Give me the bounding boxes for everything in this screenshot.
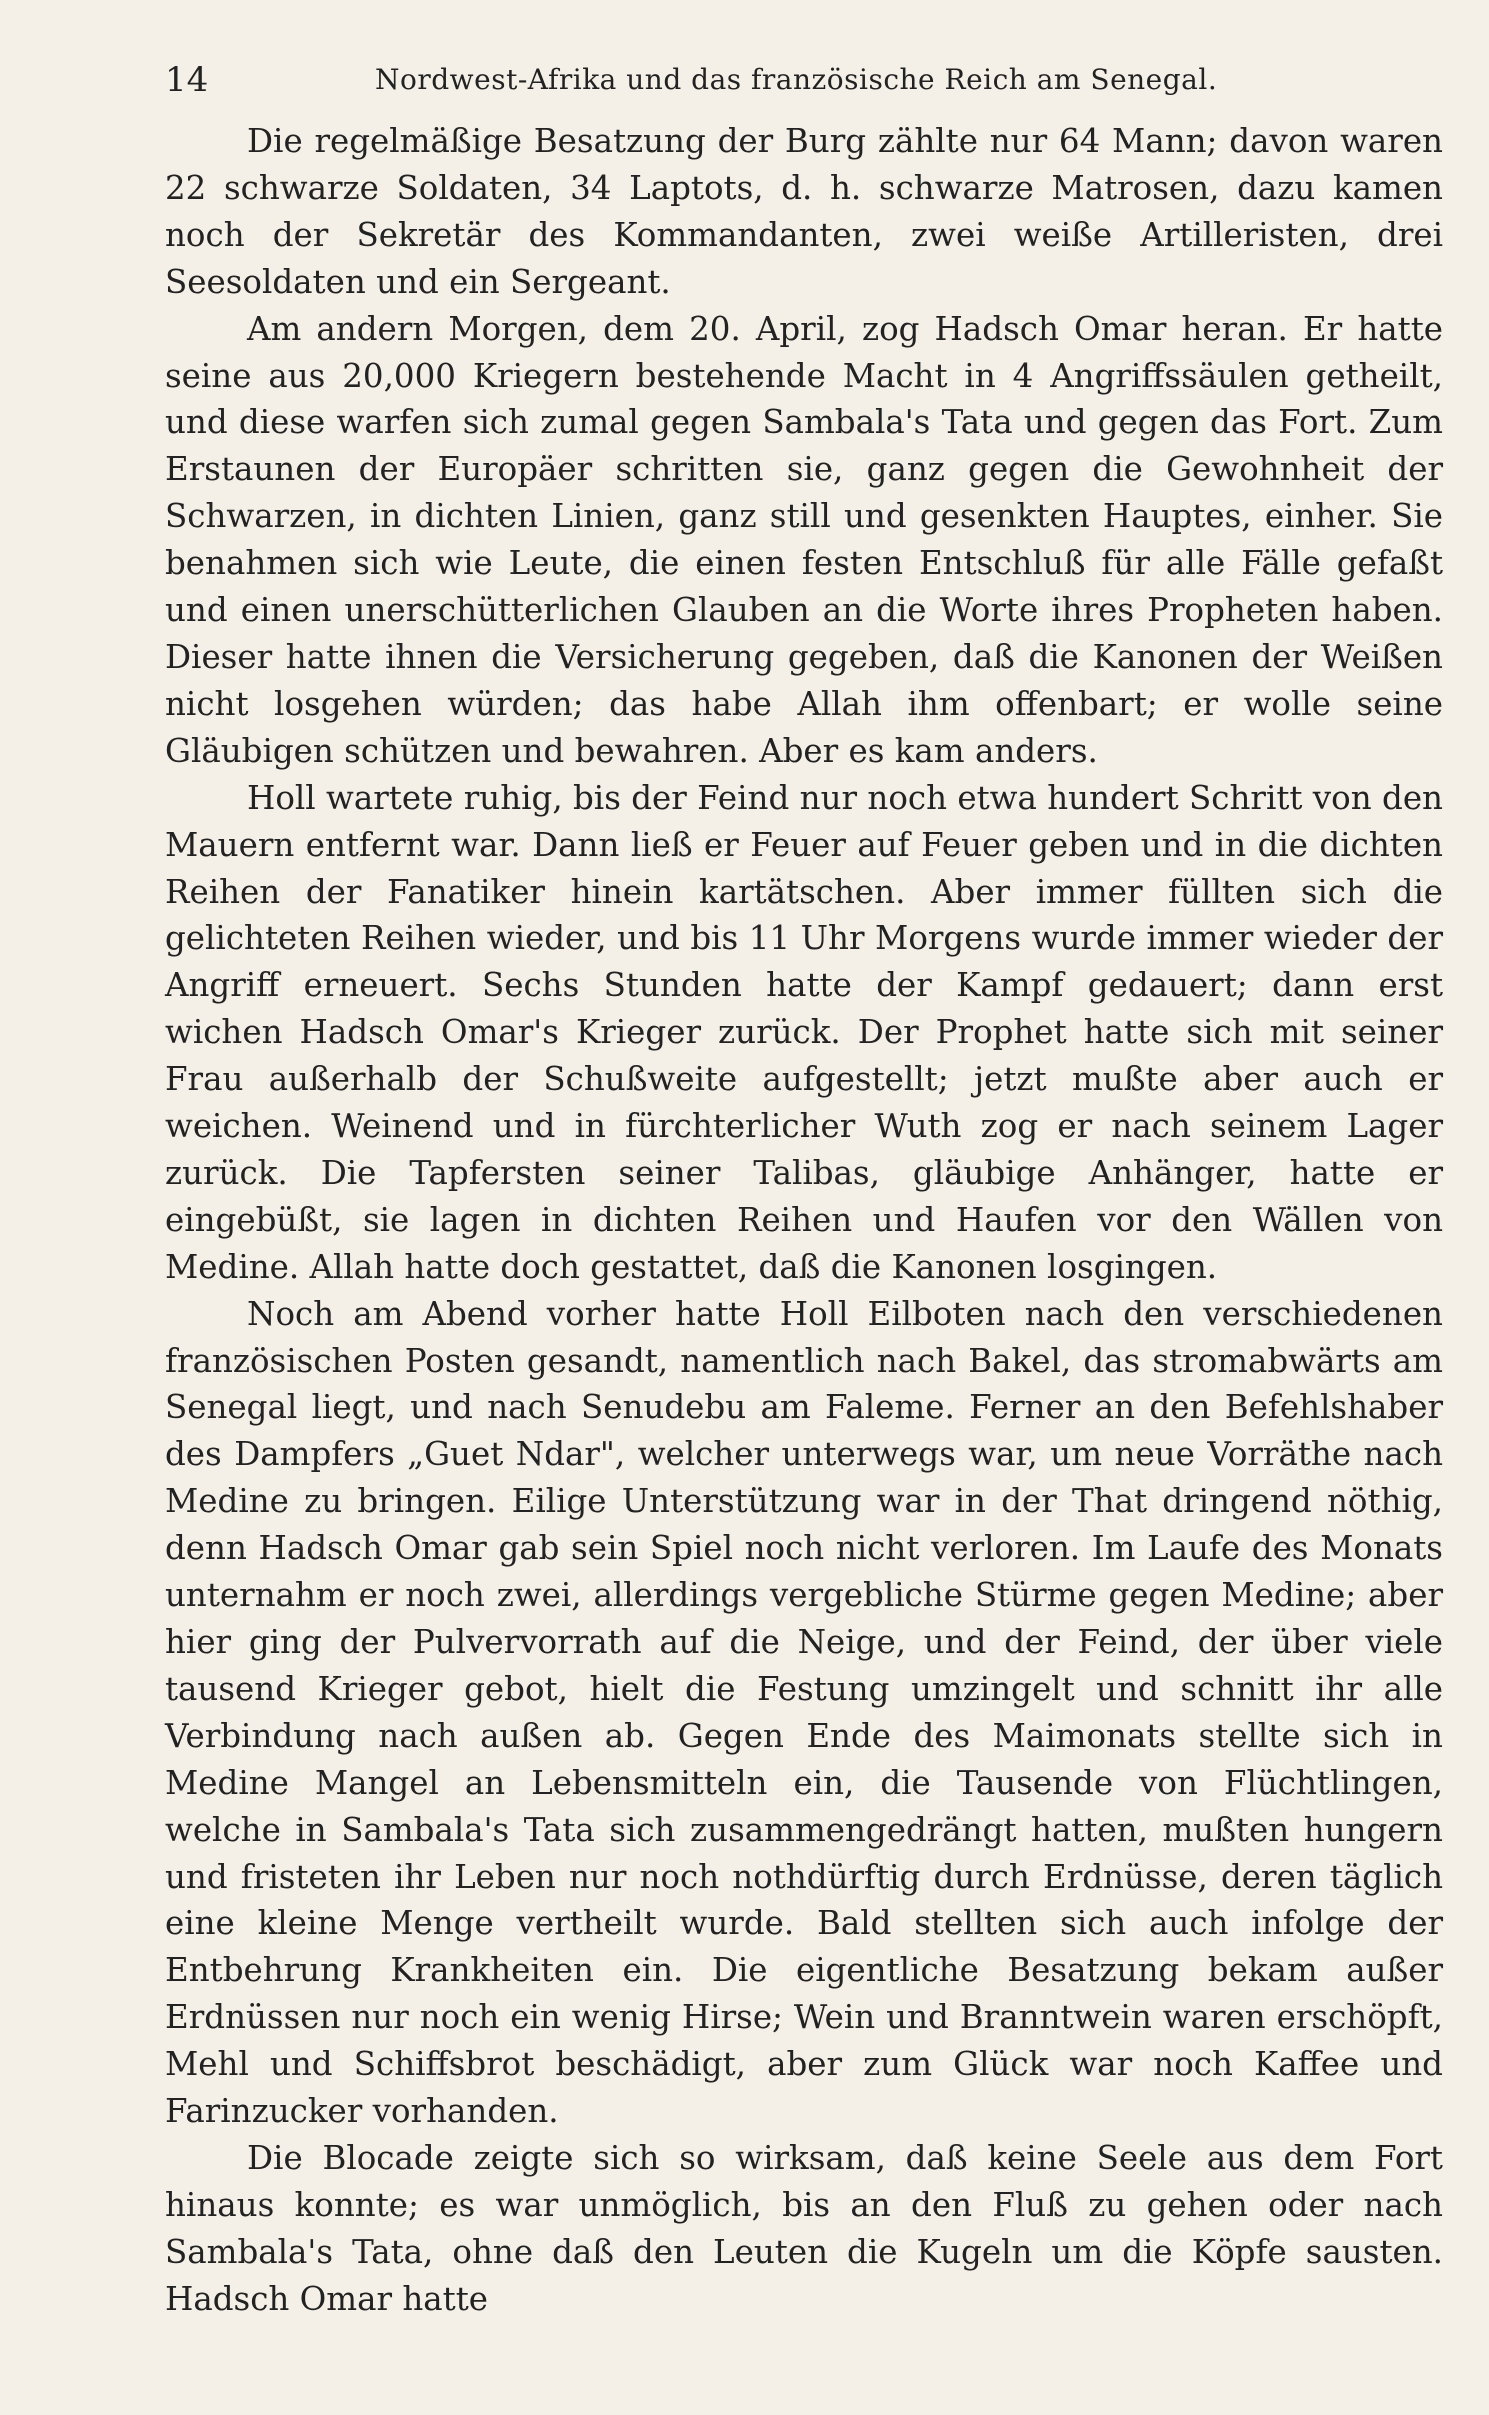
body-text xyxy=(165,118,1443,2323)
paragraph: Noch am Abend vorher hatte Holl Eilboten nach den verschiedenen französischen Posten gesandt, namentlich nach Bakel, das stromabwärts am Senegal liegt, und nach Senudebu am Faleme. Ferner an den Befehlshaber des Dampfers „Guet Ndar", welcher unterwegs war, um neue Vorräthe nach Medine zu bringen. Eilige Unterstützung war in der That dringend nöthig, denn Hadsch Omar gab sein Spiel noch nicht verloren. Im Laufe des Monats unternahm er noch zwei, allerdings vergebliche Stürme gegen Medine; aber hier ging der Pulvervorrath auf die Neige, und der Feind, der über viele tausend Krieger gebot, hielt die Festung umzingelt und schnitt ihr alle Verbindung nach außen ab. Gegen Ende des Maimonats stellte sich in Medine Mangel an Lebensmitteln ein, die Tausende von Flüchtlingen, welche in Sambala's Tata sich zusammengedrängt hatten, mußten hungern und fristeten ihr Leben nur noch nothdürftig durch Erdnüsse, deren täglich eine kleine Menge vertheilt wurde. Bald stellten sich auch infolge der Entbehrung Krankheiten ein. Die eigentliche Besatzung bekam außer Erdnüssen nur noch ein wenig Hirse; Wein und Branntwein waren erschöpft, Mehl und Schiffsbrot beschädigt, aber zum Glück war noch Kaffee und Farinzucker vorhanden. xyxy=(165,1294,1443,2131)
paragraph: Holl wartete ruhig, bis der Feind nur noch etwa hundert Schritt von den Mauern entfernt war. Dann ließ er Feuer auf Feuer geben und in die dichten Reihen der Fanatiker hinein kartätschen. Aber immer füllten sich die gelichteten Reihen wieder, und bis 11 Uhr Morgens wurde immer wieder der Angriff erneuert. Sechs Stunden hatte der Kampf gedauert; dann erst wichen Hadsch Omar's Krieger zurück. Der Prophet hatte sich mit seiner Frau außerhalb der Schußweite aufgestellt; jetzt mußte aber auch er weichen. Weinend und in fürchterlicher Wuth zog er nach seinem Lager zurück. Die Tapfersten seiner Talibas, gläubige Anhänger, hatte er eingebüßt, sie lagen in dichten Reihen und Haufen vor den Wällen von Medine. Allah hatte doch gestattet, daß die Kanonen losgingen. xyxy=(165,778,1443,1286)
paragraph: Am andern Morgen, dem 20. April, zog Hadsch Omar heran. Er hatte seine aus 20,000 Kriegern bestehende Macht in 4 Angriffssäulen getheilt, und diese warfen sich zumal gegen Sambala's Tata und gegen das Fort. Zum Erstaunen der Europäer schritten sie, ganz gegen die Gewohnheit der Schwarzen, in dichten Linien, ganz still und gesenkten Hauptes, einher. Sie benahmen sich wie Leute, die einen festen Entschluß für alle Fälle gefaßt und einen unerschütterlichen Glauben an die Worte ihres Propheten haben. Dieser hatte ihnen die Versicherung gegeben, daß die Kanonen der Weißen nicht losgehen würden; das habe Allah ihm offenbart; er wolle seine Gläubigen schützen und bewahren. Aber es kam anders. xyxy=(165,309,1443,770)
paragraph: Die Blocade zeigte sich so wirksam, daß keine Seele aus dem Fort hinaus konnte; es war unmöglich, bis an den Fluß zu gehen oder nach Sambala's Tata, ohne daß den Leuten die Kugeln um die Köpfe sausten. Hadsch Omar hatte xyxy=(165,2138,1443,2318)
page-header xyxy=(165,55,1445,105)
page-number: 14 xyxy=(165,60,209,100)
paragraph: Die regelmäßige Besatzung der Burg zählte nur 64 Mann; davon waren 22 schwarze Soldaten, 34 Laptots, d. h. schwarze Matrosen, dazu kamen noch der Sekretär des Kommandanten, zwei weiße Artilleristen, drei Seesoldaten und ein Sergeant. xyxy=(165,122,1443,301)
running-title: Nordwest-Afrika und das französische Reich am Senegal. xyxy=(375,63,1218,96)
